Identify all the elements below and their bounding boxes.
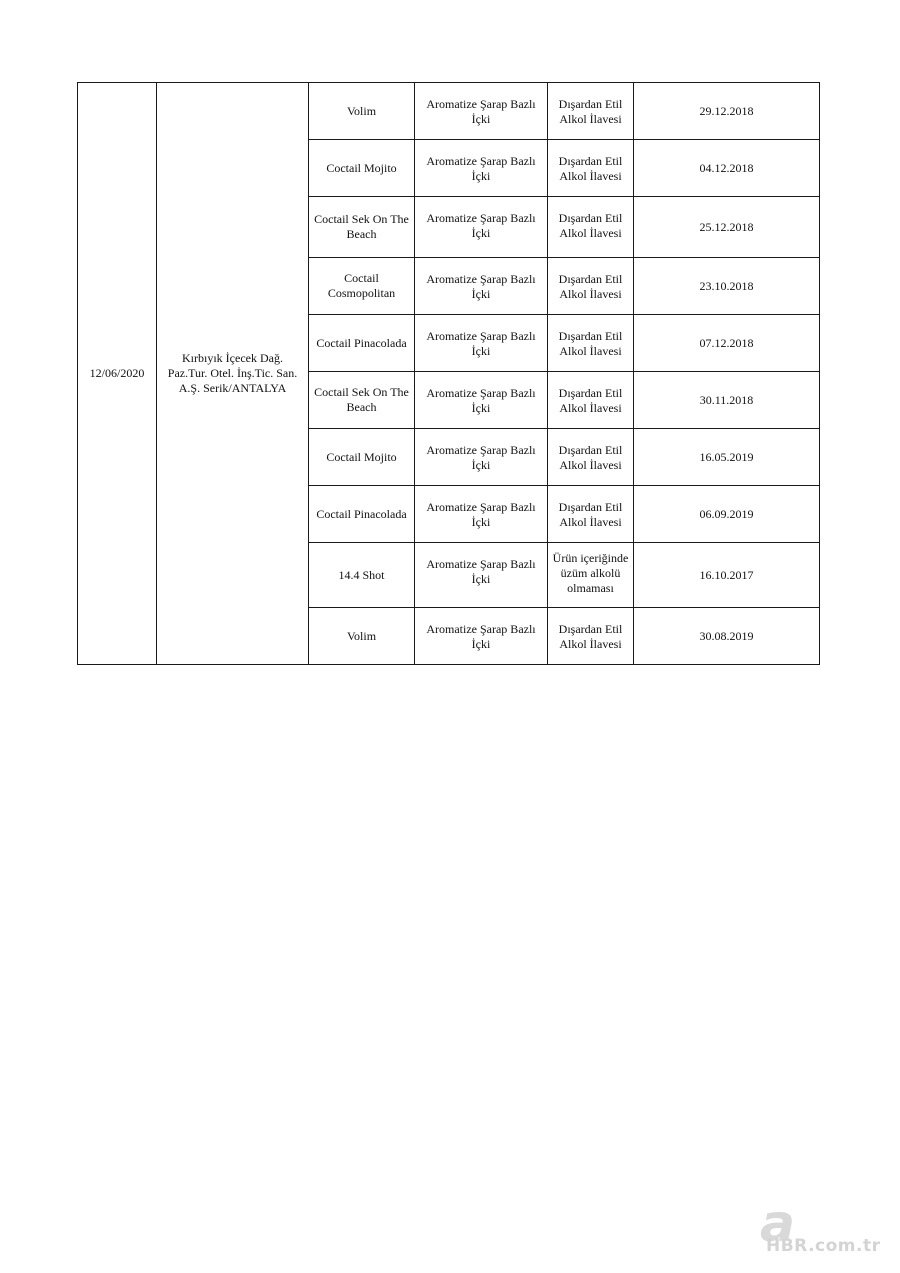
type-cell: Aromatize Şarap Bazlı İçki — [415, 429, 548, 486]
product-cell: Coctail Sek On The Beach — [309, 197, 415, 258]
row-date-cell: 16.05.2019 — [634, 429, 820, 486]
reason-cell: Dışardan Etil Alkol İlavesi — [548, 315, 634, 372]
type-cell: Aromatize Şarap Bazlı İçki — [415, 608, 548, 665]
row-date-cell: 04.12.2018 — [634, 140, 820, 197]
row-date-cell: 30.11.2018 — [634, 372, 820, 429]
row-date-cell: 23.10.2018 — [634, 258, 820, 315]
type-cell: Aromatize Şarap Bazlı İçki — [415, 83, 548, 140]
reason-cell: Dışardan Etil Alkol İlavesi — [548, 429, 634, 486]
type-cell: Aromatize Şarap Bazlı İçki — [415, 140, 548, 197]
type-cell: Aromatize Şarap Bazlı İçki — [415, 315, 548, 372]
type-cell: Aromatize Şarap Bazlı İçki — [415, 543, 548, 608]
type-cell: Aromatize Şarap Bazlı İçki — [415, 372, 548, 429]
product-cell: Coctail Pinacolada — [309, 486, 415, 543]
type-cell: Aromatize Şarap Bazlı İçki — [415, 197, 548, 258]
watermark-logo-letter: a — [760, 1194, 796, 1254]
reason-cell: Dışardan Etil Alkol İlavesi — [548, 608, 634, 665]
row-date-cell: 16.10.2017 — [634, 543, 820, 608]
row-date-cell: 07.12.2018 — [634, 315, 820, 372]
reason-cell: Ürün içeriğinde üzüm alkolü olmaması — [548, 543, 634, 608]
company-cell: Kırbıyık İçecek Dağ. Paz.Tur. Otel. İnş.Tic. San. A.Ş. Serik/ANTALYA — [157, 83, 309, 665]
hbr-watermark — [752, 1194, 892, 1268]
date-cell: 12/06/2020 — [78, 83, 157, 665]
product-cell: Coctail Cosmopolitan — [309, 258, 415, 315]
product-cell: 14.4 Shot — [309, 543, 415, 608]
row-date-cell: 30.08.2019 — [634, 608, 820, 665]
reason-cell: Dışardan Etil Alkol İlavesi — [548, 258, 634, 315]
product-cell: Volim — [309, 608, 415, 665]
table-row — [78, 83, 820, 140]
row-date-cell: 25.12.2018 — [634, 197, 820, 258]
product-cell: Coctail Mojito — [309, 429, 415, 486]
row-date-cell: 06.09.2019 — [634, 486, 820, 543]
product-cell: Coctail Sek On The Beach — [309, 372, 415, 429]
reason-cell: Dışardan Etil Alkol İlavesi — [548, 372, 634, 429]
products-table — [77, 82, 820, 665]
row-date-cell: 29.12.2018 — [634, 83, 820, 140]
watermark-text: HBR.com.tr — [766, 1236, 881, 1256]
table-body — [78, 83, 820, 665]
reason-cell: Dışardan Etil Alkol İlavesi — [548, 197, 634, 258]
reason-cell: Dışardan Etil Alkol İlavesi — [548, 486, 634, 543]
product-cell: Coctail Pinacolada — [309, 315, 415, 372]
reason-cell: Dışardan Etil Alkol İlavesi — [548, 140, 634, 197]
product-cell: Coctail Mojito — [309, 140, 415, 197]
reason-cell: Dışardan Etil Alkol İlavesi — [548, 83, 634, 140]
type-cell: Aromatize Şarap Bazlı İçki — [415, 486, 548, 543]
type-cell: Aromatize Şarap Bazlı İçki — [415, 258, 548, 315]
product-cell: Volim — [309, 83, 415, 140]
